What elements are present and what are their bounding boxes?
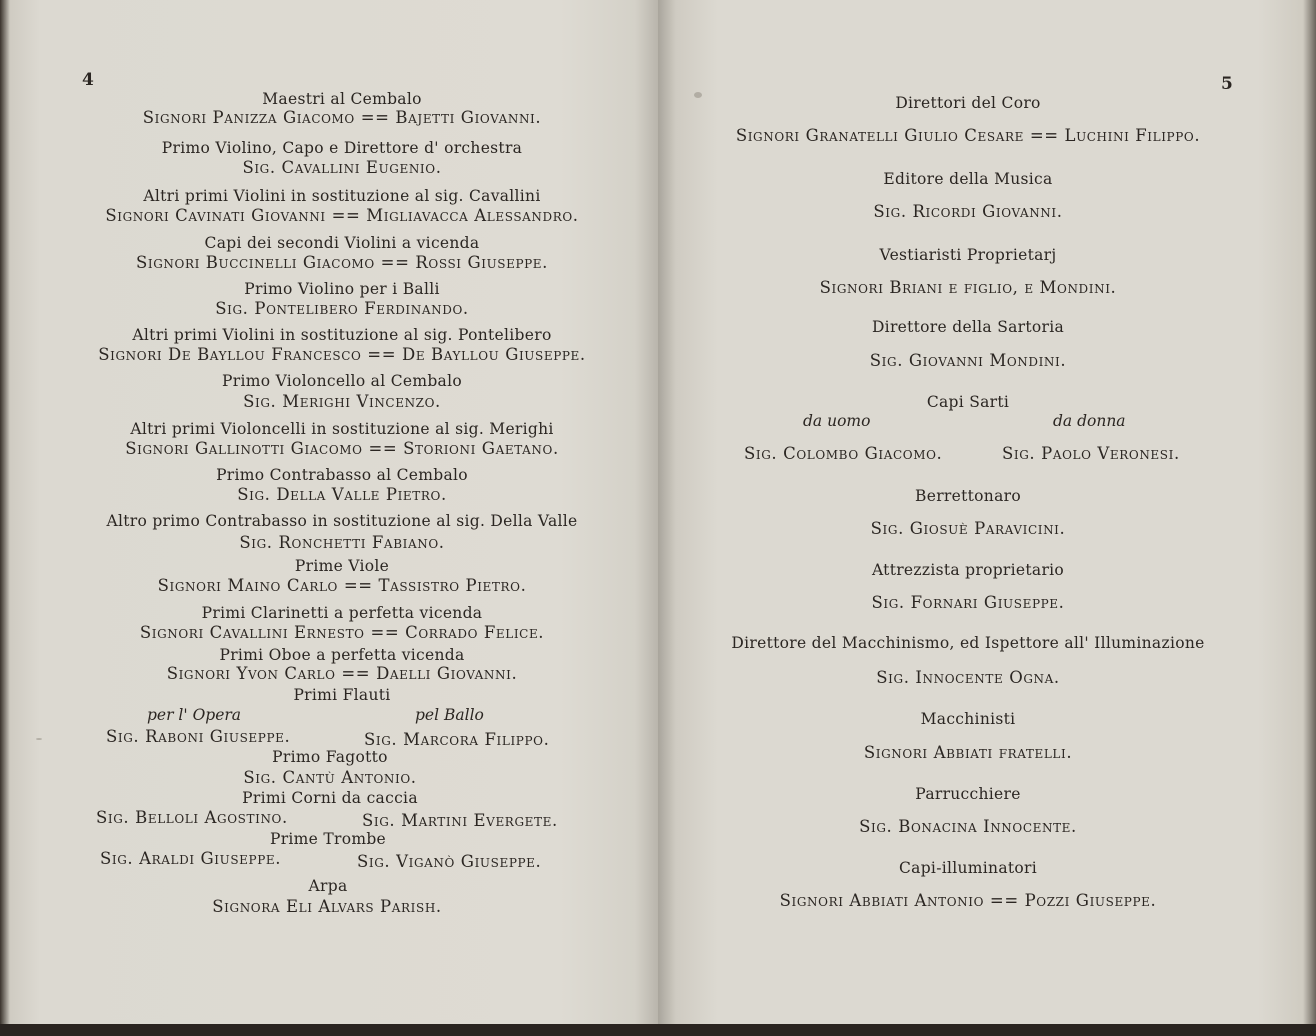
role-heading: Primo Violino, Capo e Direttore d' orchestra bbox=[161, 139, 523, 157]
role-heading: Capi-illuminatori bbox=[899, 859, 1037, 877]
role-heading: Altri primi Violoncelli in sostituzione al sig. Merighi bbox=[130, 420, 554, 438]
role-heading: Parrucchiere bbox=[915, 785, 1021, 803]
personnel-names: Signori De Bayllou Francesco == De Bayllou Giuseppe. bbox=[98, 345, 586, 364]
role-heading: Prime Viole bbox=[294, 557, 390, 575]
personnel-names: Signori Gallinotti Giacomo == Storioni Gaetano. bbox=[125, 439, 559, 458]
sarti-donna-name: Sig. Paolo Veronesi. bbox=[1002, 444, 1180, 463]
role-heading: Primo Contrabasso al Cembalo bbox=[216, 466, 468, 484]
personnel-names: Sig. Cantù Antonio. bbox=[243, 768, 417, 787]
trombe-name-b: Sig. Viganò Giuseppe. bbox=[357, 852, 542, 871]
trombe-name-a: Sig. Araldi Giuseppe. bbox=[100, 849, 282, 868]
paper-spot bbox=[694, 92, 702, 98]
page-number-right: 5 bbox=[1221, 74, 1233, 94]
role-heading: Primo Violoncello al Cembalo bbox=[222, 372, 462, 390]
personnel-names: Sig. Cavallini Eugenio. bbox=[242, 158, 442, 177]
corni-name-a: Sig. Belloli Agostino. bbox=[96, 808, 288, 827]
personnel-names: Signori Abbiati Antonio == Pozzi Giuseppe. bbox=[779, 891, 1157, 910]
personnel-names: Signori Abbiati fratelli. bbox=[863, 743, 1073, 762]
personnel-names: Signori Granatelli Giulio Cesare == Luchini Filippo. bbox=[735, 126, 1201, 145]
personnel-names: Sig. Bonacina Innocente. bbox=[859, 817, 1077, 836]
role-heading: Altro primo Contrabasso in sostituzione al sig. Della Valle bbox=[106, 512, 578, 530]
book-edge bbox=[0, 1024, 1316, 1036]
sarti-uomo-name: Sig. Colombo Giacomo. bbox=[744, 444, 943, 463]
role-heading: Direttori del Coro bbox=[895, 94, 1041, 112]
flauti-ballo-label: pel Ballo bbox=[415, 706, 484, 724]
trombe-label: Prime Trombe bbox=[269, 830, 387, 848]
personnel-names: Sig. Merighi Vincenzo. bbox=[243, 392, 441, 411]
role-heading: Macchinisti bbox=[920, 710, 1016, 728]
role-heading: Altri primi Violini in sostituzione al sig. Cavallini bbox=[143, 187, 541, 205]
role-heading: Primi Corni da caccia bbox=[242, 789, 418, 807]
role-heading: Primi Oboe a perfetta vicenda bbox=[219, 646, 465, 664]
personnel-names: Sig. Pontelibero Ferdinando. bbox=[215, 299, 469, 318]
role-heading: Primo Violino per i Balli bbox=[244, 280, 440, 298]
flauti-opera-name: Sig. Raboni Giuseppe. bbox=[106, 727, 291, 746]
role-heading: Direttore della Sartoria bbox=[871, 318, 1065, 336]
role-heading: Primi Flauti bbox=[293, 686, 391, 704]
personnel-names: Sig. Fornari Giuseppe. bbox=[871, 593, 1065, 612]
right-page bbox=[658, 0, 1316, 1036]
personnel-names: Sig. Giovanni Mondini. bbox=[869, 351, 1067, 370]
personnel-names: Sig. Innocente Ogna. bbox=[876, 668, 1060, 687]
personnel-names: Sig. Ricordi Giovanni. bbox=[873, 202, 1063, 221]
personnel-names: Signori Briani e figlio, e Mondini. bbox=[819, 278, 1117, 297]
corni-name-b: Sig. Martini Evergete. bbox=[362, 811, 558, 830]
role-heading: Primi Clarinetti a perfetta vicenda bbox=[201, 604, 483, 622]
personnel-names: Sig. Ronchetti Fabiano. bbox=[239, 533, 445, 552]
role-heading: Direttore del Macchinismo, ed Ispettore all' Illuminazione bbox=[731, 634, 1205, 652]
role-heading: Capi Sarti bbox=[926, 393, 1010, 411]
role-heading: Attrezzista proprietario bbox=[871, 561, 1065, 579]
personnel-names: Signori Maino Carlo == Tassistro Pietro. bbox=[157, 576, 527, 595]
personnel-names: Signori Panizza Giacomo == Bajetti Giovanni. bbox=[142, 108, 542, 127]
sarti-uomo-label: da uomo bbox=[803, 412, 871, 430]
arpa-label: Arpa bbox=[308, 877, 348, 895]
role-heading: Maestri al Cembalo bbox=[262, 90, 422, 108]
role-heading: Vestiaristi Proprietarj bbox=[879, 246, 1057, 264]
role-heading: Capi dei secondi Violini a vicenda bbox=[204, 234, 480, 252]
role-heading: Primo Fagotto bbox=[272, 748, 388, 766]
role-heading: Editore della Musica bbox=[883, 170, 1053, 188]
arpa-name: Signora Eli Alvars Parish. bbox=[212, 897, 442, 916]
flauti-opera-label: per l' Opera bbox=[147, 706, 242, 724]
personnel-names: Signori Buccinelli Giacomo == Rossi Giuseppe. bbox=[135, 253, 549, 272]
paper-mark bbox=[36, 738, 42, 740]
personnel-names: Sig. Giosuè Paravicini. bbox=[870, 519, 1066, 538]
personnel-names: Signori Cavinati Giovanni == Migliavacca Alessandro. bbox=[105, 206, 579, 225]
sarti-donna-label: da donna bbox=[1053, 412, 1126, 430]
personnel-names: Signori Cavallini Ernesto == Corrado Felice. bbox=[139, 623, 545, 642]
personnel-names: Sig. Della Valle Pietro. bbox=[237, 485, 447, 504]
personnel-names: Signori Yvon Carlo == Daelli Giovanni. bbox=[166, 664, 518, 683]
role-heading: Berrettonaro bbox=[915, 487, 1021, 505]
flauti-ballo-name: Sig. Marcora Filippo. bbox=[364, 730, 550, 749]
role-heading: Altri primi Violini in sostituzione al sig. Pontelibero bbox=[132, 326, 552, 344]
page-number-left: 4 bbox=[82, 70, 94, 90]
